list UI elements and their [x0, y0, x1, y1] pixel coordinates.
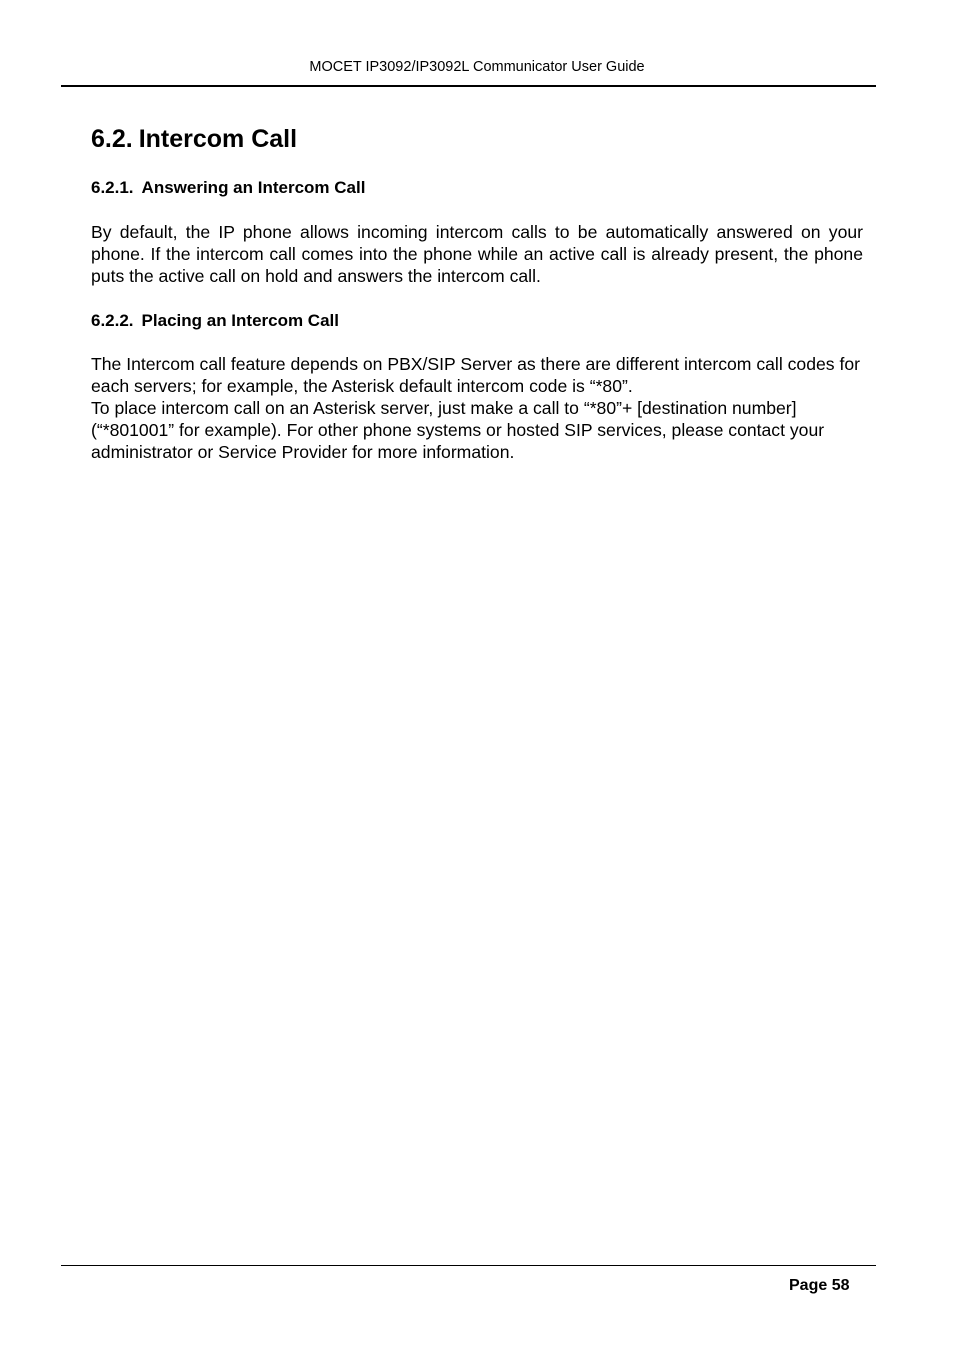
- subsection-title: Placing an Intercom Call: [141, 311, 339, 330]
- subsection-heading-answering: [91, 177, 365, 199]
- subsection-heading-placing: [91, 310, 339, 332]
- paragraph-placing-instructions: To place intercom call on an Asterisk server, just make a call to “*80”+ [destination number] (“*801001” for example). For other phone systems or hosted SIP services, please contact your administrator or Service Provider for more information.: [91, 398, 825, 462]
- header-title: MOCET IP3092/IP3092L Communicator User Guide: [309, 59, 645, 75]
- header-divider: [61, 85, 876, 87]
- section-number: 6.2.: [91, 125, 133, 153]
- page-number: Page 58: [789, 1277, 850, 1294]
- subsection-number: 6.2.1.: [91, 178, 134, 197]
- subsection-title: Answering an Intercom Call: [141, 178, 366, 197]
- subsection-number: 6.2.2.: [91, 311, 134, 330]
- footer-divider: [61, 1265, 876, 1266]
- paragraph-answering: By default, the IP phone allows incoming intercom calls to be automatically answered on your phone. If the intercom call comes into the phone while an active call is already present, the phone puts the active call on hold and answers the intercom call.: [91, 222, 863, 286]
- paragraph-placing-intro: The Intercom call feature depends on PBX/SIP Server as there are different intercom call codes for each servers; for example, the Asterisk default intercom code is “*80”.: [91, 354, 860, 396]
- section-title: Intercom Call: [138, 125, 298, 153]
- section-heading: [91, 124, 297, 154]
